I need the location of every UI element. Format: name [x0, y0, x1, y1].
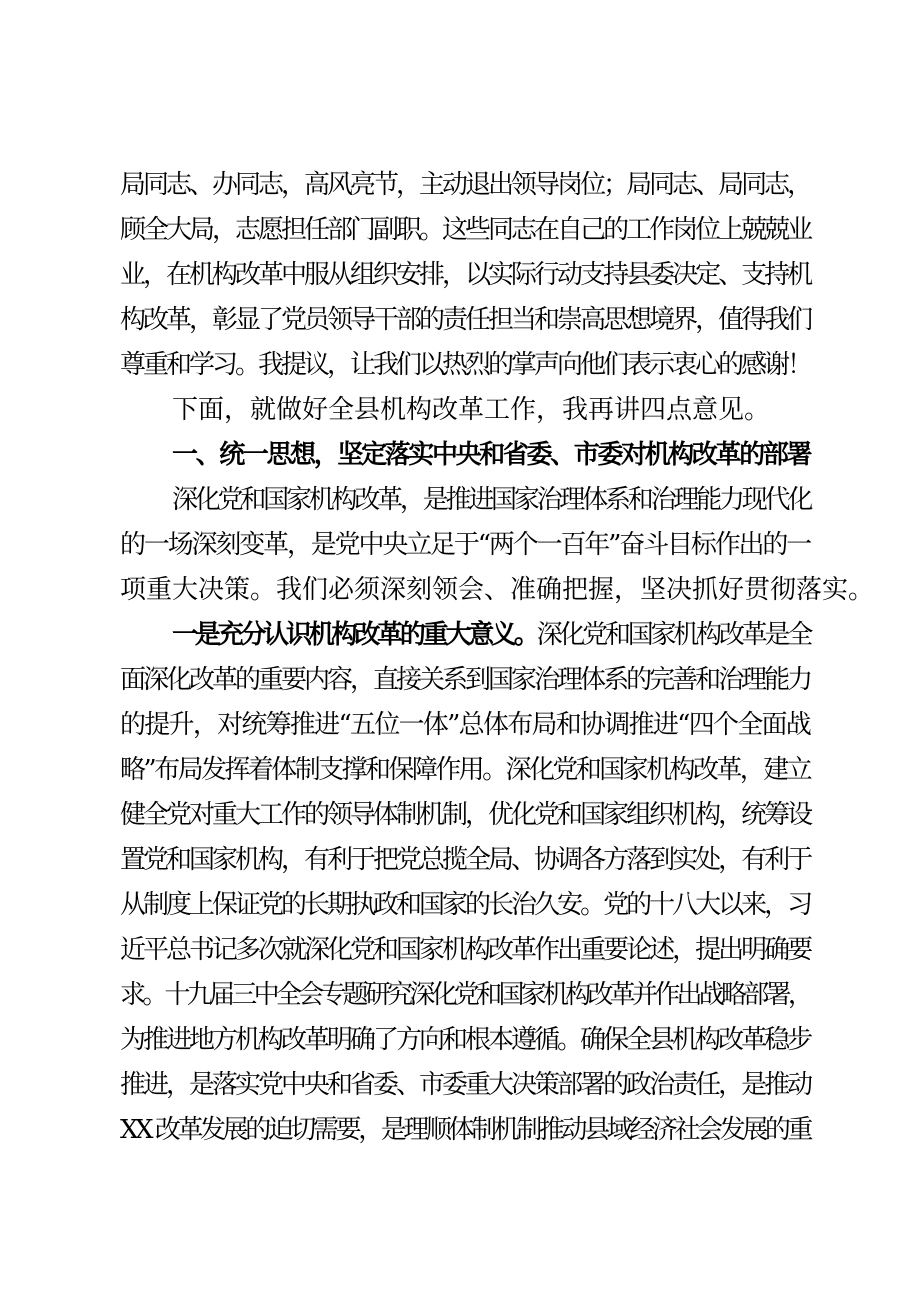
- paragraph-line: 近平总书记多次就深化党和国家机构改革作出重要论述，提出明确要: [120, 935, 810, 965]
- paragraph-line: 的提升，对统筹推进“五位一体”总体布局和协调推进“四个全面战: [120, 710, 810, 740]
- paragraph-line: 局同志、办同志，高风亮节，主动退出领导岗位；局同志、局同志，: [120, 170, 810, 200]
- paragraph-line: 面深化改革的重要内容，直接关系到国家治理体系的完善和治理能力: [120, 665, 810, 695]
- paragraph-line: 为推进地方机构改革明确了方向和根本遵循。确保全县机构改革稳步: [120, 1025, 810, 1055]
- paragraph-lead-text: 深化党和国家机构改革是全: [536, 620, 810, 650]
- paragraph-line: 顾全大局，志愿担任部门副职。这些同志在自己的工作岗位上兢兢业: [120, 215, 810, 245]
- paragraph-line: 尊重和学习。我提议，让我们以热烈的掌声向他们表示衷心的感谢！: [120, 350, 810, 380]
- section-heading: 一、统一思想，坚定落实中央和省委、市委对机构改革的部署: [172, 440, 810, 470]
- paragraph-line: 业，在机构改革中服从组织安排，以实际行动支持县委决定、支持机: [120, 260, 810, 290]
- paragraph-line: XX 改革发展的迫切需要，是理顺体制机制推动县域经济社会发展的重: [120, 1115, 810, 1145]
- paragraph-line: 求。十九届三中全会专题研究深化党和国家机构改革并作出战略部署，: [120, 980, 810, 1010]
- paragraph-line: 从制度上保证党的长期执政和国家的长治久安。党的十八大以来，习: [120, 890, 810, 920]
- paragraph-line: 的一场深刻变革，是党中央立足于“两个一百年”奋斗目标作出的一: [120, 530, 810, 560]
- paragraph-line: 深化党和国家机构改革，是推进国家治理体系和治理能力现代化: [172, 485, 810, 515]
- paragraph-line: 略”布局发挥着体制支撑和保障作用。深化党和国家机构改革，建立: [120, 755, 810, 785]
- paragraph-line: [172, 617, 810, 653]
- paragraph-line: 项重大决策。我们必须深刻领会、准确把握，坚决抓好贯彻落实。: [120, 575, 875, 605]
- paragraph-line: 构改革，彰显了党员领导干部的责任担当和崇高思想境界，值得我们: [120, 305, 810, 335]
- paragraph-line: 置党和国家机构，有利于把党总揽全局、协调各方落到实处，有利于: [120, 845, 810, 875]
- paragraph-line: 下面，就做好全县机构改革工作，我再讲四点意见。: [172, 395, 771, 425]
- paragraph-line: 推进，是落实党中央和省委、市委重大决策部署的政治责任，是推动: [120, 1070, 810, 1100]
- paragraph-line: 健全党对重大工作的领导体制机制，优化党和国家组织机构，统筹设: [120, 800, 810, 830]
- paragraph-lead-bold: 一是充分认识机构改革的重大意义。: [172, 620, 537, 650]
